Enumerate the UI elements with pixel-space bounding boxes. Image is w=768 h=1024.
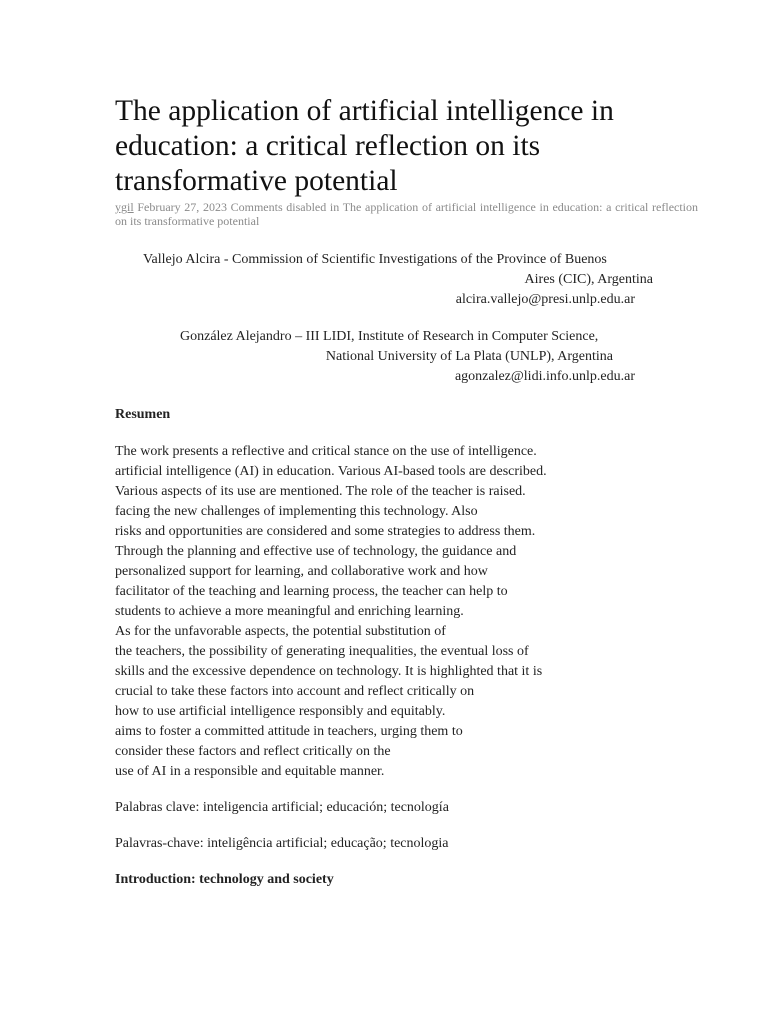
author-affiliation-line: Vallejo Alcira - Commission of Scientific Investigations of the Province of Buenos [143, 252, 607, 267]
author-email: alcira.vallejo@presi.unlp.edu.ar [455, 292, 635, 307]
abstract-line: The work presents a reflective and critical stance on the use of intelligence. [115, 444, 537, 459]
author-link[interactable]: ygil [115, 200, 134, 214]
introduction-heading: Introduction: technology and society [115, 872, 334, 887]
abstract-line: personalized support for learning, and collaborative work and how [115, 564, 488, 579]
abstract-line: use of AI in a responsible and equitable manner. [115, 764, 385, 779]
abstract-line: risks and opportunities are considered and some strategies to address them. [115, 524, 536, 539]
abstract-body [115, 442, 698, 782]
category-title: The application of artificial intelligence in education: a critical reflection on its transformative potential [115, 200, 699, 228]
abstract-line: Through the planning and effective use of technology, the guidance and [115, 544, 517, 559]
abstract-line: facilitator of the teaching and learning process, the teacher can help to [115, 584, 508, 599]
abstract-line: As for the unfavorable aspects, the potential substitution of [115, 624, 446, 639]
author-email: agonzalez@lidi.info.unlp.edu.ar [454, 369, 635, 384]
abstract-line: aims to foster a committed attitude in teachers, urging them to [115, 724, 463, 739]
abstract-line: how to use artificial intelligence responsibly and equitably. [115, 704, 446, 719]
abstract-line: students to achieve a more meaningful and enriching learning. [115, 604, 464, 619]
abstract-line: Various aspects of its use are mentioned. The role of the teacher is raised. [115, 484, 526, 499]
abstract-line: the teachers, the possibility of generating inequalities, the eventual loss of [115, 644, 529, 659]
abstract-line: facing the new challenges of implementing this technology. Also [115, 504, 478, 519]
abstract-line: artificial intelligence (AI) in education. Various AI-based tools are described. [115, 464, 547, 479]
article [115, 94, 698, 890]
abstract-line: skills and the excessive dependence on technology. It is highlighted that it is [115, 664, 543, 679]
author-affiliation-line: González Alejandro – III LIDI, Institute of Research in Computer Science, [180, 329, 599, 344]
article-title: The application of artificial intelligence in education: a critical reflection on its transformative potential [115, 95, 614, 197]
author-affiliation-line: National University of La Plata (UNLP), Argentina [325, 349, 613, 364]
comments-status: Comments disabled [230, 200, 327, 214]
keywords-spanish: Palabras clave: inteligencia artificial; educación; tecnología [115, 800, 449, 815]
abstract-line: crucial to take these factors into account and reflect critically on [115, 684, 475, 699]
category-prefix: in [329, 200, 340, 214]
post-meta [115, 200, 698, 228]
post-date: February 27, 2023 [137, 200, 227, 214]
author-block-2 [115, 327, 698, 387]
author-block-1 [115, 250, 698, 310]
author-affiliation-line: Aires (CIC), Argentina [524, 272, 653, 287]
keywords-portuguese: Palavras-chave: inteligência artificial; educação; tecnologia [115, 836, 449, 851]
abstract-heading: Resumen [115, 407, 171, 422]
abstract-line: consider these factors and reflect critically on the [115, 744, 391, 759]
